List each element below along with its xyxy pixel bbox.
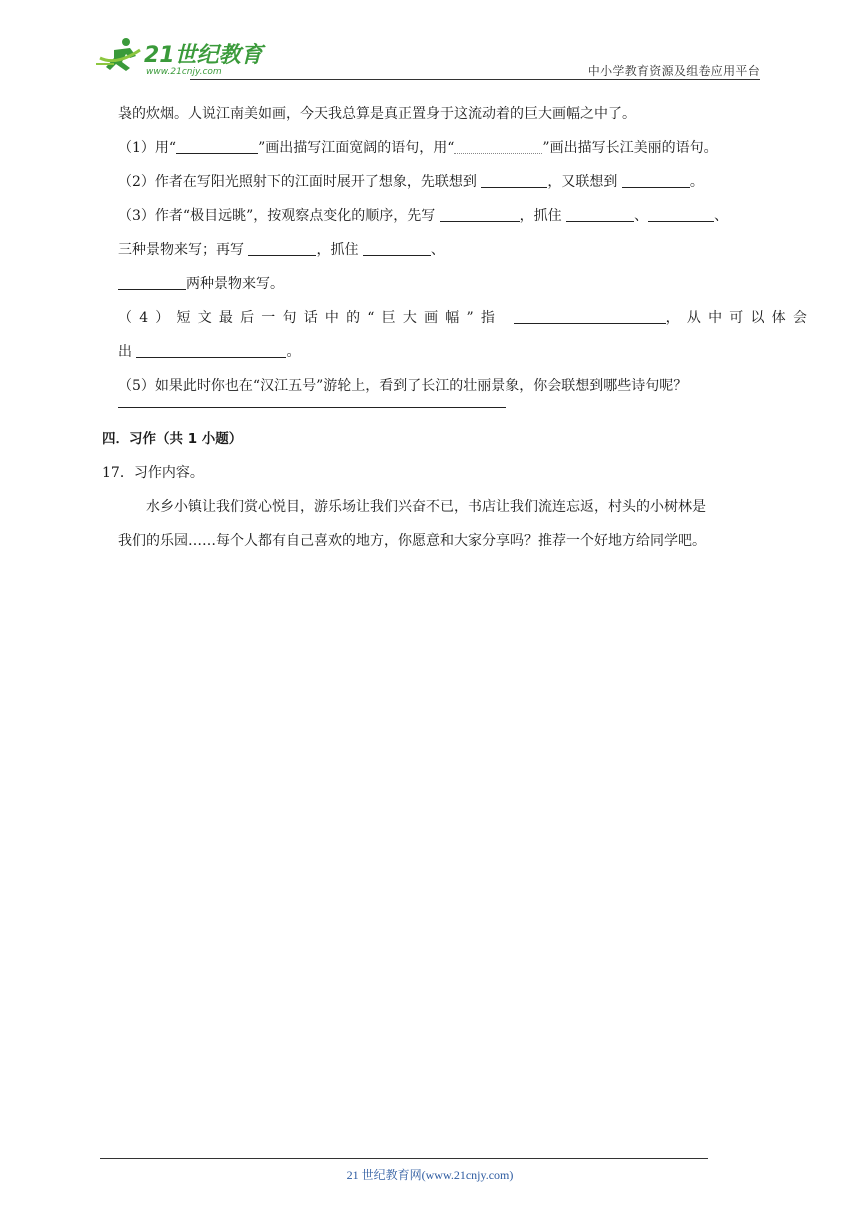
blank-q3-e[interactable] — [363, 239, 431, 256]
logo-url-text: www.21cnjy.com — [146, 67, 222, 76]
answer-line-q5[interactable] — [118, 407, 506, 408]
footer-link[interactable]: 21 世纪教育网(www.21cnjy.com) — [346, 1168, 514, 1182]
question-3: （3）作者“极目远眺”，按观察点变化的顺序，先写 ，抓住 、 、 — [118, 199, 760, 233]
blank-q3-c[interactable] — [648, 205, 714, 222]
footer-divider — [100, 1158, 708, 1159]
prompt-paragraph-line-2: 我们的乐园……每个人都有自己喜欢的地方，你愿意和大家分享吗？推荐一个好地方给同学吧。 — [118, 533, 706, 549]
blank-q1-a[interactable] — [176, 137, 258, 154]
question-3-cont: 三种景物来写；再写 ，抓住 、 — [118, 233, 760, 267]
section-4-title: 四．习作（共 1 小题） — [102, 431, 243, 447]
blank-q4-b[interactable] — [136, 341, 286, 358]
header-divider — [190, 79, 760, 80]
question-5: （5）如果此时你也在“汉江五号”游轮上，看到了长江的壮丽景象，你会联想到哪些诗句呢？ — [118, 378, 688, 394]
question-17: 17．习作内容。 — [102, 465, 204, 481]
question-1: （1）用“ ”画出描写江面宽阔的语句，用“ ”画出描写长江美丽的语句。 — [118, 131, 760, 165]
blank-q3-a[interactable] — [440, 205, 520, 222]
question-4-cont: 出 。 — [118, 335, 760, 369]
logo-text: 21世纪教育 — [144, 43, 263, 68]
question-2: （2）作者在写阳光照射下的江面时展开了想象，先联想到 ，又联想到 。 — [118, 165, 760, 199]
page-header — [90, 30, 760, 80]
blank-q1-b[interactable] — [454, 137, 542, 154]
logo-icon — [96, 36, 266, 76]
blank-q3-d[interactable] — [248, 239, 316, 256]
question-3-end: 两种景物来写。 — [118, 267, 760, 301]
prompt-paragraph-line-1: 水乡小镇让我们赏心悦目，游乐场让我们兴奋不已，书店让我们流连忘返，村头的小树林是 — [146, 499, 706, 515]
platform-name: 中小学教育资源及组卷应用平台 — [587, 64, 760, 78]
passage-end-line: 袅的炊烟。人说江南美如画，今天我总算是真正置身于这流动着的巨大画幅之中了。 — [118, 106, 636, 122]
blank-q2-a[interactable] — [481, 171, 547, 188]
blank-q3-f[interactable] — [118, 273, 186, 290]
blank-q3-b[interactable] — [566, 205, 634, 222]
question-4: （4）短文最后一句话中的“巨大画幅”指 ，从中可以体会 — [118, 301, 760, 335]
blank-q2-b[interactable] — [622, 171, 690, 188]
blank-q4-a[interactable] — [514, 307, 666, 324]
document-body — [102, 97, 815, 558]
